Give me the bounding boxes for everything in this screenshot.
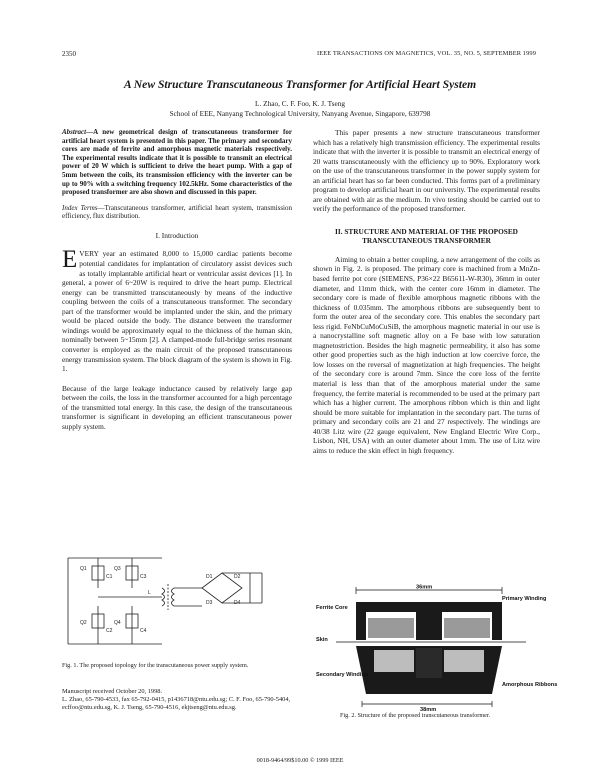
label-d1: D1 xyxy=(206,574,213,580)
label-d4: D4 xyxy=(234,600,241,606)
intro-lead: VERY year an estimated 8,000 to 15,000 cardiac patients xyxy=(79,249,266,259)
label-skin: Skin xyxy=(316,637,328,643)
figure-2-caption: Fig. 2. Structure of the proposed transcutaneous transformer. xyxy=(340,712,491,719)
index-terms xyxy=(62,204,292,221)
label-q4: Q4 xyxy=(114,620,121,626)
index-terms-label: Index Terms xyxy=(62,203,98,212)
abstract xyxy=(62,128,292,197)
footnote-received: Manuscript received October 20, 1998. xyxy=(62,688,163,695)
authors: L. Zhao, C. F. Foo, K. J. Tseng xyxy=(255,99,345,108)
intro-paragraph-2: Because of the large leakage inductance caused by relatively large gap between the coils, the loss in the transformer accounted for a high percentage of the transmitted total energy. In this case, the design of the transcutaneous transformer is significant in developing an efficient transcutaneous power supply system. xyxy=(62,383,292,431)
running-header: IEEE TRANSACTIONS ON MAGNETICS, VOL. 35, NO. 5, SEPTEMBER 1999 xyxy=(317,50,536,57)
footnote xyxy=(62,688,292,711)
dim-38mm: 38mm xyxy=(420,707,437,713)
drop-cap: E xyxy=(62,246,78,274)
circuit-diagram xyxy=(62,548,290,654)
label-c1: C1 xyxy=(106,574,113,580)
label-primary-winding: Primary Winding xyxy=(502,596,547,602)
label-secondary-winding: Secondary Winding xyxy=(316,672,369,678)
label-l: L xyxy=(148,590,151,596)
transformer-diagram xyxy=(316,584,558,713)
affiliation: School of EEE, Nanyang Technological University, Nanyang Avenue, Singapore, 639798 xyxy=(169,109,431,118)
label-q1: Q1 xyxy=(80,566,87,572)
dim-36mm: 36mm xyxy=(416,584,433,591)
left-column xyxy=(62,128,292,431)
label-c4: C4 xyxy=(140,628,147,634)
section-1-heading: I. Introduction xyxy=(155,230,199,240)
page-number: 2350 xyxy=(62,50,76,58)
abstract-label: Abstract xyxy=(62,128,87,136)
section-2-paragraph: Aiming to obtain a better coupling, a new arrangement of the coils as shown in Fig. 2. is proposed. The primary core is machined from a MnZn-based ferrite pot core (SIEMENS, P36×22 B65611-W-R30), 36mm in outer diameter, and 11mm thick, with the center core 16mm in diameter. The secondary core is made of flexible amorphous magnetic ribbons with the thickness of 0.035mm. The amorphous ribbons are subsequently bent to form the outer area of the secondary core. This enables the secondary part less rigid. FeNbCuMoCuSiB, the amorphous magnetic material in our use is a nanocrystalline soft magnetic alloy on a Fe base with low saturation magnetostriction. Besides the high magnetic permeability, it also has some other good properties such as the high induction at low coercive force, the low losses on the reversal of magnetization at high frequencies. The height of the secondary core is around 7mm. Since the core loss of the ferrite material is less than that of the amorphous material under the same frequency, the ferrite material is recommended to be used at the primary part which has a higher current. The amorphous ribbon which is thin and light should be more suitable for implantation in the secondary part. The turns of primary and secondary coils are 21 and 27 respectively. The windings are 40/38 Litz wire (22 gauge equivalent, New England Electric Wire Corp., Lisbon, NH, USA) with an outer diameter about 1mm. The use of Litz wire aims to reduce the skin effect in high frequency. xyxy=(313,254,540,455)
right-intro-paragraph: This paper presents a new structure transcutaneous transformer which has a relatively high transmission efficiency. The experimental results indicate that with the inverter it is possible to transmit an electrical energy of 20 watts transcutaneously with the efficiency up to 90%. Exploratory work on the use of the transcutaneous transformer in the power supply system for an artificial heart has so far been conducted. This forms part of a preliminary program to develop artificial heart in our university. The experimental results are obtained with air as the medium. In vivo testing should be carried out to verify the performance of the proposed transformer. xyxy=(313,128,540,214)
figure-2-transformer xyxy=(316,584,558,713)
copyright-footer: 0018-9464/99$10.00 © 1999 IEEE xyxy=(256,757,344,764)
section-2-heading: II. STRUCTURE AND MATERIAL OF THE PROPOSED TRANSCUTANEOUS TRANSFORMER xyxy=(335,226,518,245)
label-c2: C2 xyxy=(106,628,113,634)
label-c3: C3 xyxy=(140,574,147,580)
right-column xyxy=(313,128,540,455)
intro-paragraph-1 xyxy=(62,246,292,374)
abstract-text: —A new geometrical design of transcutaneous transformer for artificial heart system is presented in this paper. The primary and secondary cores are made of ferrite and amorphous magnetic materials respectively. The experimental results indicate that it is possible to transmit an electrical power of 20 W which is sufficient to drive the heart pump. With a gap of 5mm between the coils, its transmission efficiency with the inverter can be up to 90% with a switching frequency 102.5kHz. Some characteristics of the proposed transformer are also shown and discussed in this paper. xyxy=(62,128,292,197)
intro-body: become potential candidates for implantation of circulatory assist devices such as totally implantable artificial heart or ventricular assist devices [1]. In general, a power of 6~20W is required to drive the heart pump. Electrical energy can be transmitted transcutaneously by means of the inductive coupling between the coils of a transcutaneous transformer. The secondary part of the transformer would be implanted under the skin, and the primary would be placed outside the body. The distance between the transformer windings would be approximately equal to the thickness of the human skin, nominally between 5~15mm [2]. A clamped-mode full-bridge series resonant converter is employed as the main circuit of the proposed transcutaneous energy transmission system. The block diagram of the system is shown in Fig. 1. xyxy=(62,249,292,374)
index-terms-text: —Transcutaneous transformer, artificial heart system, transmission efficiency, flux distribution. xyxy=(62,203,293,221)
footnote-contacts: L. Zhao, 65-790-4533, fax 65-792-0415, p1436718@ntu.edu.sg; C. F. Foo, 65-790-5404, ecffoo@ntu.edu.sg, K. J. Tseng, 65-790-4516, ekjtseng@ntu.edu.sg. xyxy=(62,695,291,711)
label-q2: Q2 xyxy=(80,620,87,626)
label-d3: D3 xyxy=(206,600,213,606)
label-amorphous-ribbons: Amorphous Ribbons xyxy=(502,682,558,688)
label-d2: D2 xyxy=(234,574,241,580)
label-ferrite-core: Ferrite Core xyxy=(316,605,348,611)
figure-1-caption: Fig. 1. The proposed topology for the transcutaneous power supply system. xyxy=(62,662,249,669)
label-q3: Q3 xyxy=(114,566,121,572)
paper-title: A New Structure Transcutaneous Transformer for Artificial Heart System xyxy=(123,78,477,91)
figure-1-circuit xyxy=(62,548,290,654)
